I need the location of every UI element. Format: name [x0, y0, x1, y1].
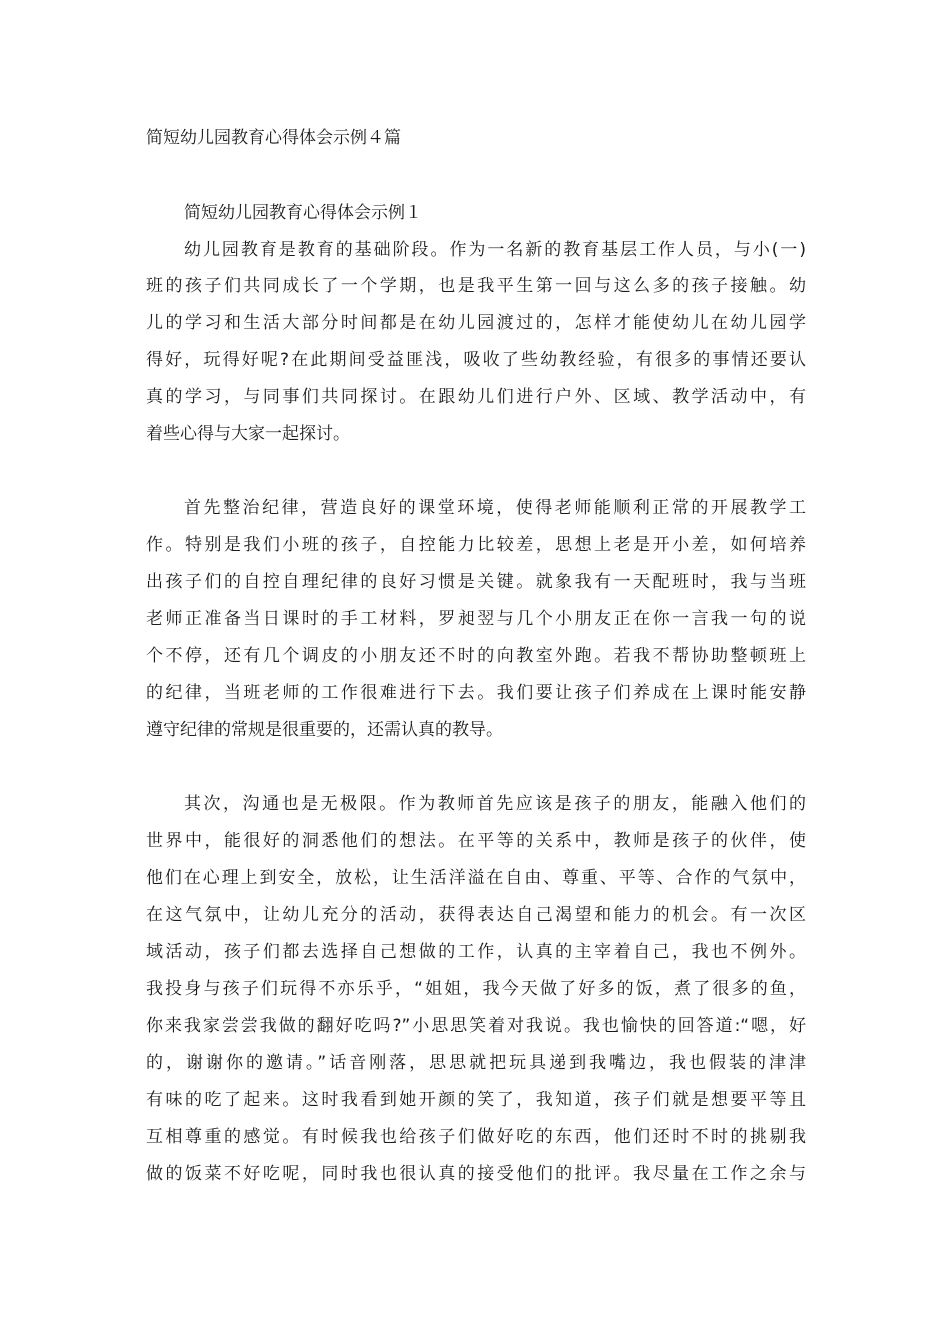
paragraph-line: 做的饭菜不好吃呢，同时我也很认真的接受他们的批评。我尽量在工作之余与	[146, 1164, 806, 1184]
paragraph-line: 儿的学习和生活大部分时间都是在幼儿园渡过的，怎样才能使幼儿在幼儿园学	[146, 313, 806, 333]
paragraph-line: 幼儿园教育是教育的基础阶段。作为一名新的教育基层工作人员，与小(一)	[184, 240, 806, 260]
paragraph-line: 个不停，还有几个调皮的小朋友还不时的向教室外跑。若我不帮协助整顿班上	[146, 646, 806, 666]
paragraph-line: 的，谢谢你的邀请。”话音刚落，思思就把玩具递到我嘴边，我也假装的津津	[146, 1053, 806, 1073]
paragraph-line: 在这气氛中，让幼儿充分的活动，获得表达自己渴望和能力的机会。有一次区	[146, 905, 806, 925]
paragraph-line: 老师正准备当日课时的手工材料，罗昶翌与几个小朋友正在你一言我一句的说	[146, 609, 806, 629]
paragraph-line: 遵守纪律的常规是很重要的，还需认真的教导。	[146, 720, 503, 740]
paragraph-line: 首先整治纪律，营造良好的课堂环境，使得老师能顺利正常的开展教学工	[184, 498, 806, 518]
paragraph-line: 作。特别是我们小班的孩子，自控能力比较差，思想上老是开小差，如何培养	[146, 535, 806, 555]
paragraph-line: 有味的吃了起来。这时我看到她开颜的笑了，我知道，孩子们就是想要平等且	[146, 1090, 806, 1110]
paragraph-line: 域活动，孩子们都去选择自己想做的工作，认真的主宰着自己，我也不例外。	[146, 942, 806, 962]
paragraph-line: 的纪律，当班老师的工作很难进行下去。我们要让孩子们养成在上课时能安静	[146, 683, 806, 703]
document-title: 简短幼儿园教育心得体会示例４篇	[146, 128, 401, 148]
paragraph-line: 互相尊重的感觉。有时候我也给孩子们做好吃的东西，他们还时不时的挑剔我	[146, 1127, 806, 1147]
section-heading: 简短幼儿园教育心得体会示例１	[184, 203, 422, 223]
paragraph-line: 你来我家尝尝我做的翻好吃吗?”小思思笑着对我说。我也愉快的回答道:“嗯，好	[146, 1016, 806, 1036]
paragraph-line: 得好，玩得好呢?在此期间受益匪浅，吸收了些幼教经验，有很多的事情还要认	[146, 350, 806, 370]
paragraph-line: 班的孩子们共同成长了一个学期，也是我平生第一回与这么多的孩子接触。幼	[146, 276, 806, 296]
paragraph-line: 着些心得与大家一起探讨。	[146, 424, 350, 444]
paragraph-line: 我投身与孩子们玩得不亦乐乎，“姐姐，我今天做了好多的饭，煮了很多的鱼，	[146, 979, 806, 999]
paragraph-line: 世界中，能很好的洞悉他们的想法。在平等的关系中，教师是孩子的伙伴，使	[146, 831, 806, 851]
paragraph-line: 真的学习，与同事们共同探讨。在跟幼儿们进行户外、区域、教学活动中，有	[146, 387, 806, 407]
paragraph-line: 出孩子们的自控自理纪律的良好习惯是关键。就象我有一天配班时，我与当班	[146, 572, 806, 592]
paragraph-line: 他们在心理上到安全，放松，让生活洋溢在自由、尊重、平等、合作的气氛中，	[146, 868, 806, 888]
paragraph-line: 其次，沟通也是无极限。作为教师首先应该是孩子的朋友，能融入他们的	[184, 794, 806, 814]
